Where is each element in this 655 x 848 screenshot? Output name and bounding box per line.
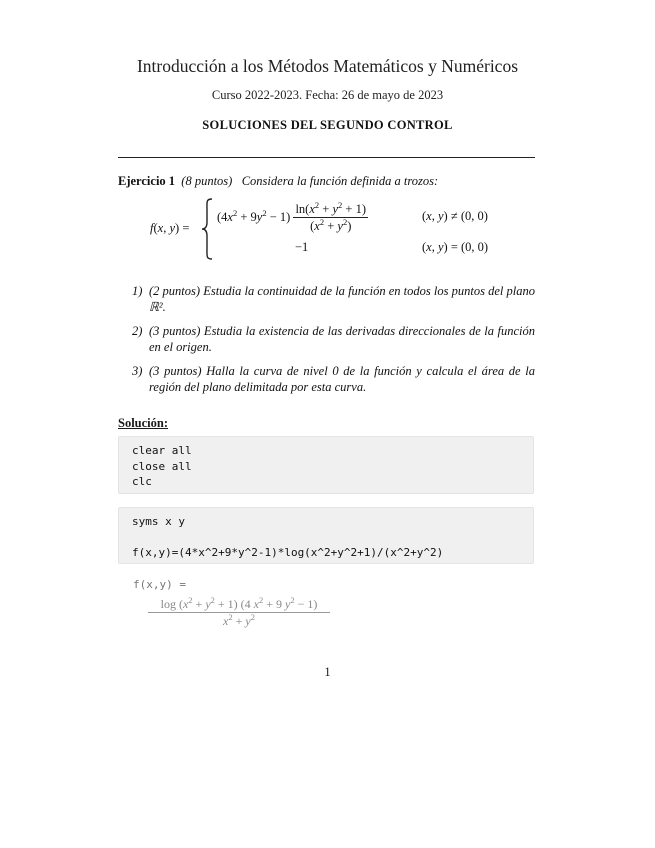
left-brace-icon — [200, 198, 214, 260]
code-block — [118, 507, 534, 564]
code-line — [132, 530, 520, 546]
exercise-text: Considera la función definida a trozos: — [241, 174, 439, 188]
task-item: 1) (2 puntos) Estudia la continuidad de la función en todos los puntos del plano ℝ². — [132, 284, 535, 314]
exercise-statement — [118, 174, 438, 189]
code-line: syms x y — [132, 515, 185, 528]
code-line: clear all — [132, 444, 192, 457]
page-number: 1 — [324, 665, 331, 679]
code-line: clc — [132, 475, 152, 488]
case2-condition: (x, y) = (0, 0) — [422, 240, 489, 254]
output-expression: $\frac{\log (x^2 + y^2 + 1) (4 x^2 + 9 y^2 - 1)}{x^2 + y^2}$ — [148, 596, 330, 629]
task-item: 3) (3 puntos) Halla la curva de nivel 0 de la función y calcula el área de la región del plano delimitada por esta curva. — [132, 364, 535, 394]
task-list — [132, 284, 535, 404]
case1-expression: $(4x^2 + 9y^2 - 1)$ $\frac{\ln(x^2 + y^2 + 1)}{(x^2 + y^2)}$ — [217, 200, 366, 233]
code-line: close all — [132, 459, 192, 473]
task-item: 2) (3 puntos) Estudia la existencia de las derivadas direccionales de la función en el origen. — [132, 324, 535, 354]
function-lhs: f(x, y) = — [150, 221, 190, 235]
solution-label: Solución: — [118, 416, 169, 430]
document-title: Introducción a los Métodos Matemáticos y Numéricos — [136, 56, 519, 76]
case1-condition: (x, y) ≠ (0, 0) — [422, 209, 488, 223]
code-block — [118, 436, 534, 494]
exercise-points: (8 puntos) — [181, 174, 233, 188]
output-label: f(x,y) = — [133, 578, 186, 591]
horizontal-rule — [118, 157, 535, 158]
course-date: Curso 2022-2023. Fecha: 26 de mayo de 2023 — [211, 88, 444, 102]
section-heading: SOLUCIONES DEL SEGUNDO CONTROL — [202, 118, 453, 132]
case2-value: −1 — [295, 240, 309, 254]
code-line: f(x,y)=(4*x^2+9*y^2-1)*log(x^2+y^2+1)/(x^2+y^2) — [132, 546, 444, 559]
exercise-label: Ejercicio 1 — [118, 174, 176, 188]
